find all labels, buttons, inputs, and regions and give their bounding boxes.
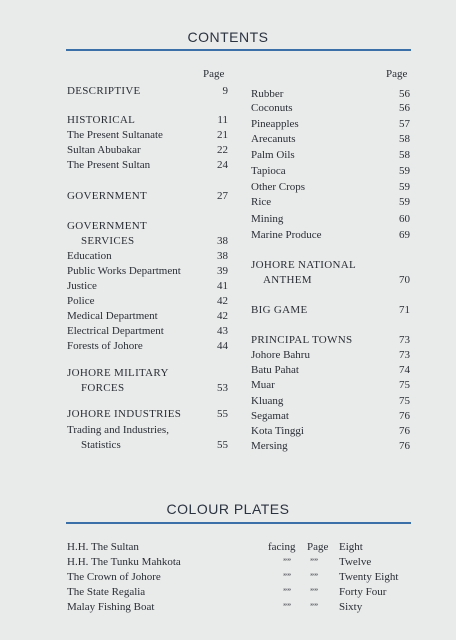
right-entry-label: Arecanuts xyxy=(251,133,296,145)
left-entry-page: 24 xyxy=(217,159,228,171)
contents-rule xyxy=(66,49,411,51)
right-entry-page: 71 xyxy=(399,304,410,316)
right-entry-page: 58 xyxy=(399,149,410,161)
right-entry-label: ANTHEM xyxy=(263,274,312,286)
right-entry-label: Johore Bahru xyxy=(251,349,310,361)
plate-label: The Crown of Johore xyxy=(67,571,161,583)
right-entry-page: 73 xyxy=(399,334,410,346)
left-entry-page: 55 xyxy=(217,408,228,420)
plate-page: Twelve xyxy=(339,556,372,568)
left-entry-label: Statistics xyxy=(81,439,121,451)
left-entry-page: 42 xyxy=(217,310,228,322)
right-entry-label: Marine Produce xyxy=(251,229,322,241)
colour-plates-heading: COLOUR PLATES xyxy=(166,501,290,517)
right-entry-page: 76 xyxy=(399,425,410,437)
ditto-mark: ”” xyxy=(310,572,318,582)
right-entry-label: Palm Oils xyxy=(251,149,295,161)
left-entry-label: Public Works Department xyxy=(67,265,181,277)
left-entry-page: 55 xyxy=(217,439,228,451)
left-entry-page: 42 xyxy=(217,295,228,307)
right-entry-page: 74 xyxy=(399,364,410,376)
right-entry-page: 59 xyxy=(399,181,410,193)
left-entry-label: The Present Sultan xyxy=(67,159,151,171)
left-entry-label: The Present Sultanate xyxy=(67,129,163,141)
ditto-mark: ”” xyxy=(283,572,291,582)
plates-page-label: Page xyxy=(307,541,329,553)
left-entry-label: FORCES xyxy=(81,382,125,394)
right-entry-label: Muar xyxy=(251,379,275,391)
right-entry-label: Kota Tinggi xyxy=(251,425,304,437)
left-page-label: Page xyxy=(203,68,225,80)
right-entry-page: 57 xyxy=(399,118,410,130)
left-entry-label: JOHORE MILITARY xyxy=(67,367,169,379)
left-entry-page: 21 xyxy=(217,129,228,141)
right-entry-label: Batu Pahat xyxy=(251,364,299,376)
right-entry-page: 58 xyxy=(399,133,410,145)
plate-page: Sixty xyxy=(339,601,363,613)
ditto-mark: ”” xyxy=(283,587,291,597)
right-entry-page: 56 xyxy=(399,102,410,114)
right-entry-label: JOHORE NATIONAL xyxy=(251,259,357,271)
left-entry-label: Medical Department xyxy=(67,310,158,322)
right-entry-label: Kluang xyxy=(251,395,284,407)
right-entry-label: Coconuts xyxy=(251,102,293,114)
left-entry-label: Trading and Industries, xyxy=(67,424,169,436)
right-entry-page: 76 xyxy=(399,410,410,422)
right-entry-page: 69 xyxy=(399,229,410,241)
left-entry-page: 27 xyxy=(217,190,228,202)
left-entry-page: 38 xyxy=(217,235,228,247)
facing-label: facing xyxy=(268,541,296,553)
left-entry-label: Electrical Department xyxy=(67,325,164,337)
left-entry-page: 53 xyxy=(217,382,228,394)
contents-heading: CONTENTS xyxy=(187,29,269,45)
left-entry-label: GOVERNMENT xyxy=(67,190,147,202)
right-page-label: Page xyxy=(386,68,408,80)
left-entry-label: Police xyxy=(67,295,95,307)
right-entry-page: 59 xyxy=(399,196,410,208)
ditto-mark: ”” xyxy=(310,602,318,612)
left-entry-label: DESCRIPTIVE xyxy=(67,85,141,97)
left-entry-label: SERVICES xyxy=(81,235,135,247)
right-entry-page: 75 xyxy=(399,395,410,407)
right-entry-label: Mining xyxy=(251,213,284,225)
plate-label: H.H. The Sultan xyxy=(67,541,139,553)
colour-plates-rule xyxy=(66,522,411,524)
ditto-mark: ”” xyxy=(283,557,291,567)
right-entry-page: 75 xyxy=(399,379,410,391)
left-entry-label: Sultan Abubakar xyxy=(67,144,141,156)
left-entry-label: HISTORICAL xyxy=(67,114,136,126)
plate-page: Eight xyxy=(339,541,363,553)
right-entry-label: Other Crops xyxy=(251,181,306,193)
right-entry-label: Rice xyxy=(251,196,272,208)
right-entry-label: Rubber xyxy=(251,88,284,100)
plate-page: Forty Four xyxy=(339,586,387,598)
plate-page: Twenty Eight xyxy=(339,571,399,583)
left-entry-page: 41 xyxy=(217,280,228,292)
left-entry-label: GOVERNMENT xyxy=(67,220,147,232)
plate-label: H.H. The Tunku Mahkota xyxy=(67,556,181,568)
left-entry-page: 39 xyxy=(217,265,228,277)
right-entry-page: 76 xyxy=(399,440,410,452)
left-entry-label: Education xyxy=(67,250,112,262)
left-entry-page: 22 xyxy=(217,144,228,156)
right-entry-label: Pineapples xyxy=(251,118,299,130)
right-entry-label: BIG GAME xyxy=(251,304,308,316)
right-entry-page: 73 xyxy=(399,349,410,361)
right-entry-page: 60 xyxy=(399,213,410,225)
left-entry-page: 11 xyxy=(217,114,228,126)
plate-label: Malay Fishing Boat xyxy=(67,601,155,613)
ditto-mark: ”” xyxy=(283,602,291,612)
left-entry-page: 9 xyxy=(222,85,228,97)
left-entry-page: 44 xyxy=(217,340,228,352)
right-entry-label: Mersing xyxy=(251,440,288,452)
right-entry-page: 70 xyxy=(399,274,410,286)
right-entry-label: PRINCIPAL TOWNS xyxy=(251,334,353,346)
left-entry-label: Forests of Johore xyxy=(67,340,143,352)
left-entry-label: Justice xyxy=(67,280,97,292)
ditto-mark: ”” xyxy=(310,587,318,597)
ditto-mark: ”” xyxy=(310,557,318,567)
right-entry-page: 59 xyxy=(399,165,410,177)
left-entry-page: 38 xyxy=(217,250,228,262)
right-entry-label: Segamat xyxy=(251,410,289,422)
left-entry-label: JOHORE INDUSTRIES xyxy=(67,408,182,420)
left-entry-page: 43 xyxy=(217,325,228,337)
plate-label: The State Regalia xyxy=(67,586,146,598)
right-entry-label: Tapioca xyxy=(251,165,286,177)
right-entry-page: 56 xyxy=(399,88,410,100)
